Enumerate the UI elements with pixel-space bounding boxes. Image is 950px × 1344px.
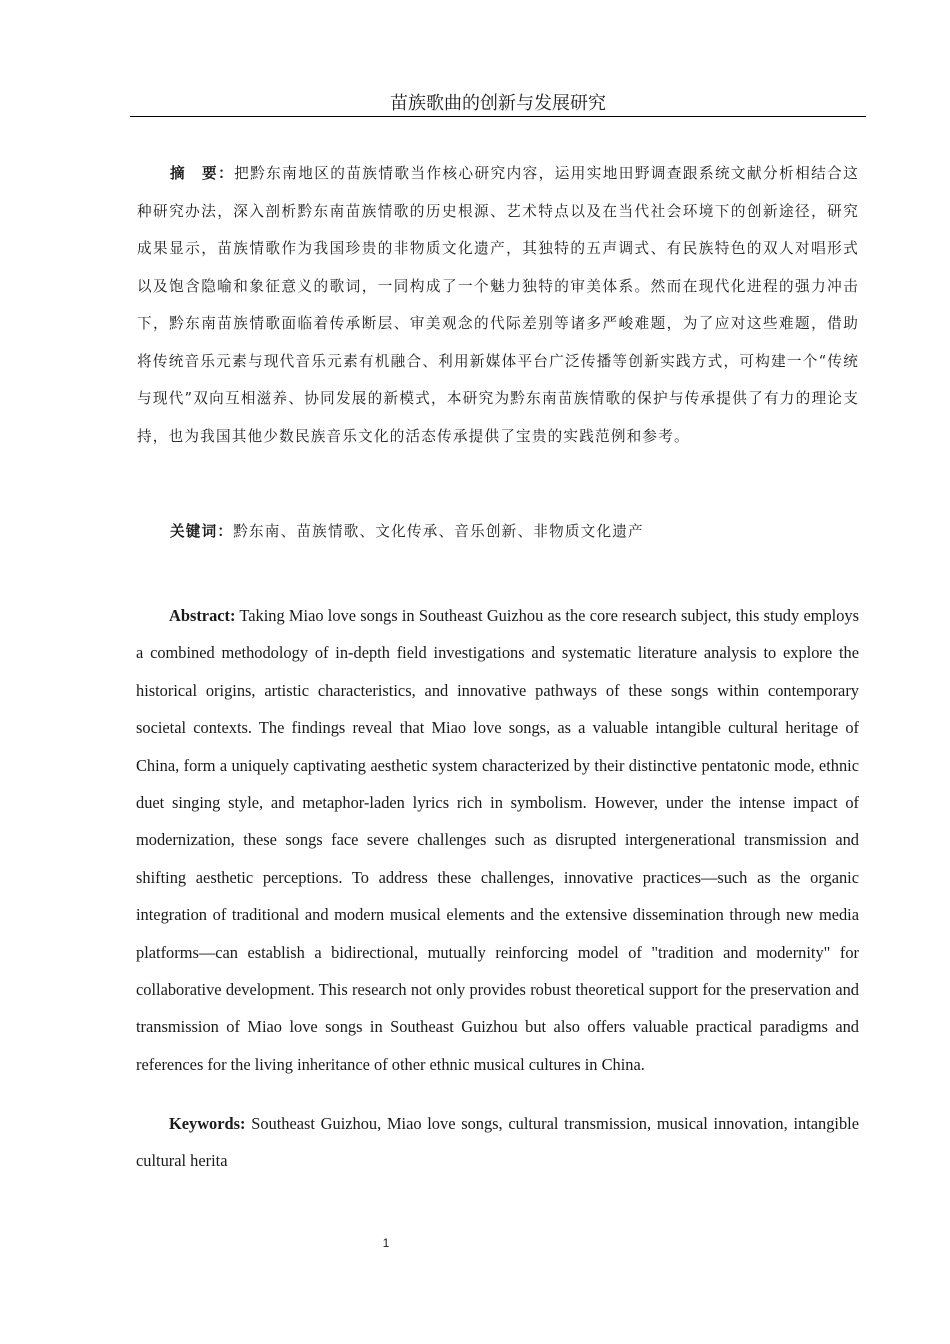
chinese-abstract-label: 摘 要：: [170, 165, 235, 182]
english-keywords: [136, 1105, 859, 1180]
chinese-keywords-text: 黔东南、苗族情歌、文化传承、音乐创新、非物质文化遗产: [233, 523, 644, 540]
english-abstract-text: Taking Miao love songs in Southeast Guizhou as the core research subject, this study employs a combined methodology of in-depth field investigations and systematic literature analysis to explore the historical origins, artistic characteristics, and innovative pathways of these songs within contemporary societal contexts. The findings reveal that Miao love songs, as a valuable intangible cultural heritage of China, form a uniquely captivating aesthetic system characterized by their distinctive pentatonic mode, ethnic duet singing style, and metaphor-laden lyrics rich in symbolism. However, under the intense impact of modernization, these songs face severe challenges such as disrupted intergenerational transmission and shifting aesthetic perceptions. To address these challenges, innovative practices—such as the organic integration of traditional and modern musical elements and the extensive dissemination through new media platforms—can establish a bidirectional, mutually reinforcing model of "tradition and modernity" for collaborative development. This research not only provides robust theoretical support for the preservation and transmission of Miao love songs in Southeast Guizhou but also offers valuable practical paradigms and references for the living inheritance of other ethnic musical cultures in China.: [136, 606, 859, 1074]
page-header-title: 苗族歌曲的创新与发展研究: [390, 93, 606, 114]
chinese-keywords: [137, 515, 859, 549]
chinese-abstract: [137, 155, 859, 455]
english-abstract: [136, 597, 859, 1083]
header-divider: [130, 116, 866, 117]
chinese-abstract-text: 把黔东南地区的苗族情歌当作核心研究内容，运用实地田野调查跟系统文献分析相结合这种研究办法，深入剖析黔东南苗族情歌的历史根源、艺术特点以及在当代社会环境下的创新途径，研究成果显示，苗族情歌作为我国珍贵的非物质文化遗产，其独特的五声调式、有民族特色的双人对唱形式以及饱含隐喻和象征意义的歌词，一同构成了一个魅力独特的审美体系。然而在现代化进程的强力冲击下，黔东南苗族情歌面临着传承断层、审美观念的代际差别等诸多严峻难题，为了应对这些难题，借助将传统音乐元素与现代音乐元素有机融合、利用新媒体平台广泛传播等创新实践方式，可构建一个“传统与现代”双向互相滋养、协同发展的新模式，本研究为黔东南苗族情歌的保护与传承提供了有力的理论支持，也为我国其他少数民族音乐文化的活态传承提供了宝贵的实践范例和参考。: [137, 165, 859, 445]
english-abstract-label: Abstract:: [169, 606, 236, 625]
chinese-keywords-label: 关键词：: [170, 523, 234, 540]
page-number: 1: [382, 1236, 390, 1250]
english-keywords-label: Keywords:: [169, 1114, 246, 1133]
english-keywords-text: Southeast Guizhou, Miao love songs, cultural transmission, musical innovation, intangible cultural herita: [136, 1114, 859, 1171]
